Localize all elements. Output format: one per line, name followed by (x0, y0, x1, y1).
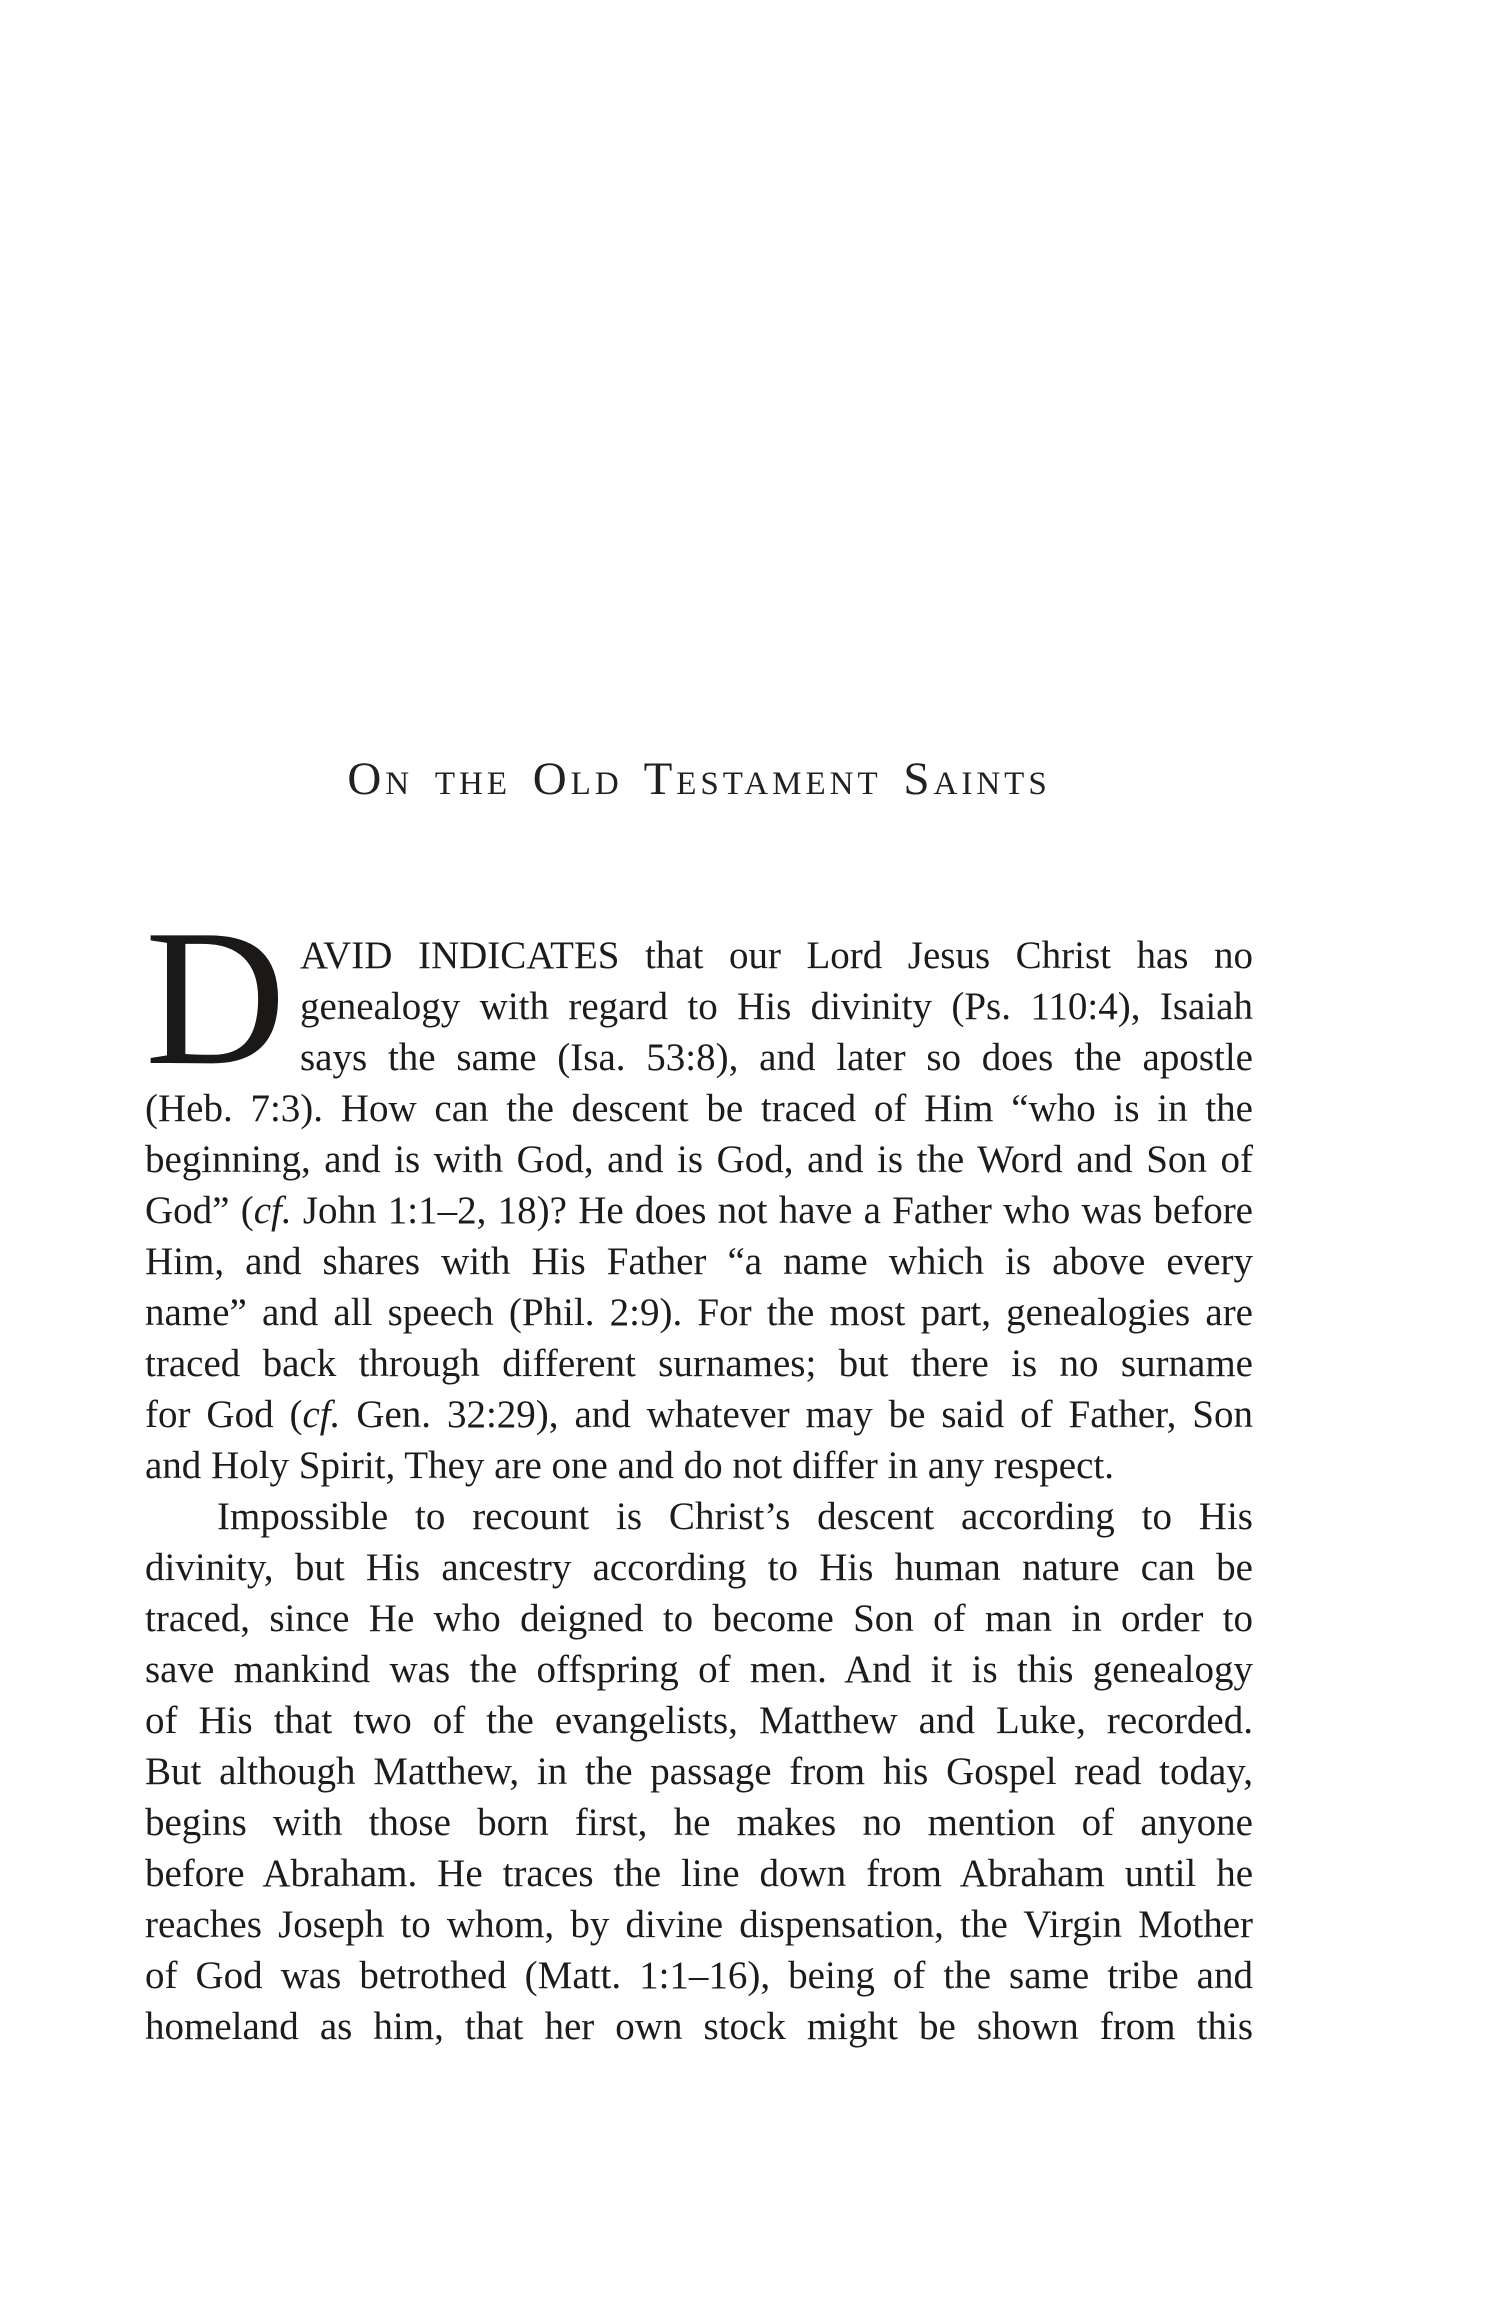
text-line: of God was betrothed (Matt. 1:1–16), being of the same tribe and (145, 1954, 1253, 1997)
text-line: Impossible to recount is Christ’s descent according to His (217, 1495, 1253, 1538)
text-line: save mankind was the offspring of men. And it is this genealogy (145, 1648, 1253, 1691)
chapter-title: On the Old Testament Saints (347, 753, 1051, 805)
text-line: (Heb. 7:3). How can the descent be traced of Him “who is in the (145, 1087, 1253, 1130)
text-line: Him, and shares with His Father “a name which is above every (145, 1240, 1253, 1283)
text-line: homeland as him, that her own stock might be shown from this (145, 2005, 1253, 2048)
text-line: beginning, and is with God, and is God, and is the Word and Son of (145, 1138, 1253, 1181)
body-text (145, 890, 1253, 2052)
text-line: says the same (Isa. 53:8), and later so does the apostle (300, 1036, 1253, 1079)
text-line: before Abraham. He traces the line down from Abraham until he (145, 1852, 1253, 1895)
paragraph-1 (145, 890, 1253, 1491)
text-line: name” and all speech (Phil. 2:9). For the most part, genealogies are (145, 1291, 1253, 1334)
text-line: of His that two of the evangelists, Matthew and Luke, recorded. (145, 1699, 1253, 1742)
text-line: traced back through different surnames; but there is no surname (145, 1342, 1253, 1385)
text-line: But although Matthew, in the passage from his Gospel read today, (145, 1750, 1253, 1793)
text-line: divinity, but His ancestry according to His human nature can be (145, 1546, 1253, 1589)
text-line: for God (cf. Gen. 32:29), and whatever may be said of Father, Son (145, 1393, 1253, 1436)
text-line: begins with those born first, he makes no mention of anyone (145, 1801, 1253, 1844)
text-line: reaches Joseph to whom, by divine dispensation, the Virgin Mother (145, 1903, 1253, 1946)
drop-cap: D (145, 890, 286, 1106)
text-line: AVID INDICATES that our Lord Jesus Christ has no (300, 934, 1253, 977)
text-line: genealogy with regard to His divinity (Ps. 110:4), Isaiah (300, 985, 1253, 1028)
text-line: traced, since He who deigned to become Son of man in order to (145, 1597, 1253, 1640)
text-line: God” (cf. John 1:1–2, 18)? He does not have a Father who was before (145, 1189, 1253, 1232)
paragraph-2 (145, 1491, 1253, 2052)
text-line: and Holy Spirit, They are one and do not differ in any respect. (145, 1444, 1114, 1487)
